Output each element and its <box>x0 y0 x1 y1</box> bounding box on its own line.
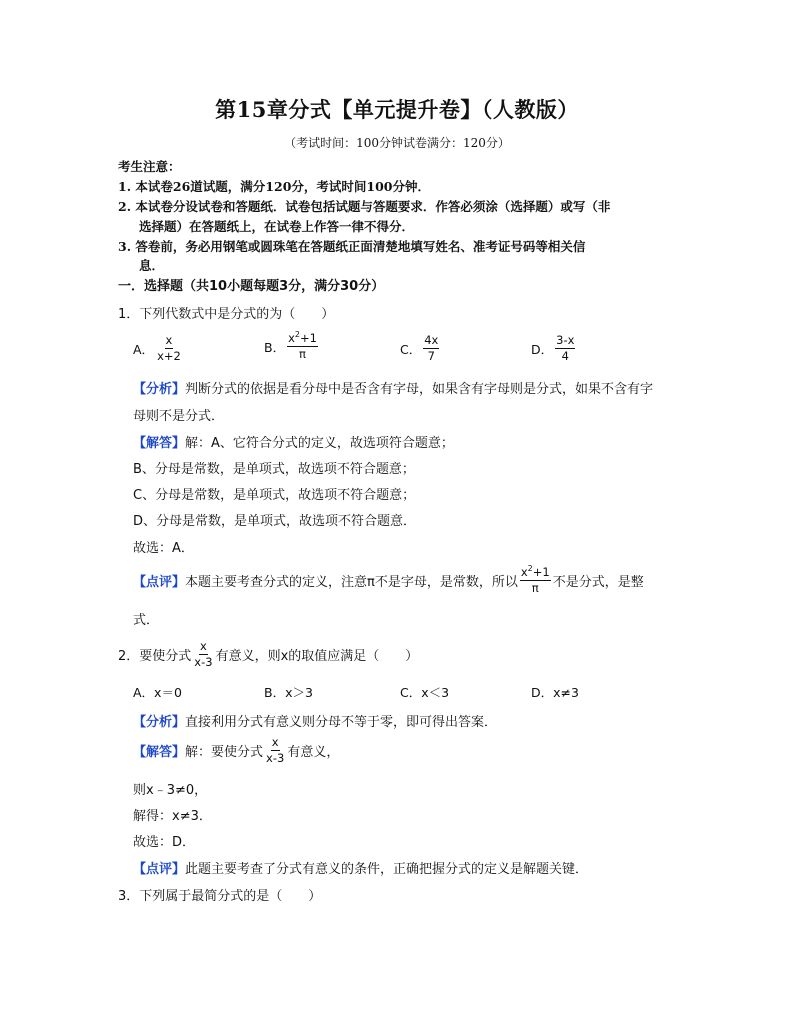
option-label: A． <box>133 341 155 357</box>
comment-line: 【点评】 本题主要考查分式的定义，注意π不是字母，是常数，所以 $\frac{x^2+1}{\pi}$ 不是分式，是整 <box>133 564 644 595</box>
solution-line: D、分母是常数，是单项式，故选项不符合题意． <box>133 514 417 529</box>
note-item: 2. 本试卷分设试卷和答题纸．试卷包括试题与答题要求．作答必须涂（选择题）或写（非 <box>118 199 611 214</box>
fraction <box>423 334 439 363</box>
denominator: 4 <box>561 349 569 363</box>
option-b: B．x＞3 <box>264 685 313 700</box>
question-stem: 2．要使分式 $\frac{x}{x-3}$ 有意义，则x的取值应满足（ ） <box>118 639 419 669</box>
page-title: 第15章分式【单元提升卷】（人教版） <box>215 97 579 122</box>
denominator: 7 <box>427 349 435 363</box>
solution-line: 则x﹣3≠0， <box>133 783 208 798</box>
fraction <box>520 566 551 595</box>
option-d <box>531 334 577 363</box>
option-c <box>400 334 441 363</box>
fraction <box>555 334 575 363</box>
solution-line: C、分母是常数，是单项式，故选项不符合题意； <box>133 488 416 503</box>
option-b <box>264 332 320 361</box>
numerator: 4x <box>424 333 439 347</box>
fraction <box>265 736 285 765</box>
notes-heading: 考生注意： <box>118 159 181 174</box>
option-a: A．x＝0 <box>133 685 182 700</box>
answer-choice: 故选：D． <box>133 835 196 850</box>
fraction <box>156 334 182 363</box>
comment-tag: 【点评】 <box>133 575 186 590</box>
comment-line: 【点评】此题主要考查了分式有意义的条件，正确把握分式的定义是解题关键． <box>133 862 589 877</box>
numerator: x <box>271 735 279 749</box>
answer-choice: 故选：A． <box>133 541 194 556</box>
numerator: x <box>165 333 173 347</box>
numerator: x <box>200 639 207 653</box>
note-item: 选择题）在答题纸上，在试卷上作答一律不得分． <box>139 219 415 234</box>
solution-line: 【解答】解：A、它符合分式的定义，故选项符合题意； <box>133 436 454 451</box>
solution-line: B、分母是常数，是单项式，故选项不符合题意； <box>133 462 415 477</box>
note-item: 1. 本试卷26道试题，满分120分，考试时间100分钟． <box>118 179 430 194</box>
option-d: D．x≠3 <box>531 685 579 700</box>
solution-tag: 【解答】 <box>133 745 186 760</box>
note-item: 息． <box>139 258 165 273</box>
option-c: C．x＜3 <box>400 685 450 700</box>
numerator: $x^2+1$ <box>520 564 550 579</box>
denominator: x-3 <box>266 751 285 765</box>
analysis-line: 【分析】判断分式的依据是看分母中是否含有字母，如果含有字母则是分式，如果不含有字 <box>133 382 654 397</box>
denominator: x-3 <box>194 655 213 669</box>
comment-tag: 【点评】 <box>133 862 186 877</box>
note-item: 3. 答卷前，务必用钢笔或圆珠笔在答题纸正面清楚地填写姓名、准考证号码等相关信 <box>118 239 586 254</box>
numerator: 3-x <box>556 333 575 347</box>
denominator: x+2 <box>157 349 181 363</box>
option-a <box>133 334 184 363</box>
comment-line: 式． <box>133 613 160 628</box>
option-label: B． <box>264 339 286 355</box>
option-label: C． <box>400 341 422 357</box>
numerator: $x^2+1$ <box>288 330 317 345</box>
exam-info: （考试时间：100分钟试卷满分：120分） <box>284 136 510 150</box>
question-stem: 3．下列属于最简分式的是（ ） <box>118 889 322 904</box>
fraction <box>287 332 318 361</box>
section-title: 一．选择题（共10小题每题3分，满分30分） <box>118 279 385 294</box>
question-stem: 1．下列代数式中是分式的为（ ） <box>118 307 335 322</box>
analysis-tag: 【分析】 <box>133 382 186 397</box>
fraction <box>193 640 213 669</box>
solution-line: 解得：x≠3． <box>133 809 212 824</box>
analysis-line: 【分析】直接利用分式有意义则分母不等于零，即可得出答案． <box>133 715 498 730</box>
option-label: D． <box>531 341 554 357</box>
denominator: π <box>299 347 306 361</box>
analysis-line: 母则不是分式． <box>133 409 225 424</box>
denominator: π <box>531 581 539 595</box>
analysis-tag: 【分析】 <box>133 715 186 730</box>
solution-tag: 【解答】 <box>133 436 186 451</box>
solution-line: 【解答】 解：要使分式 $\frac{x}{x-3}$ 有意义， <box>133 735 340 765</box>
